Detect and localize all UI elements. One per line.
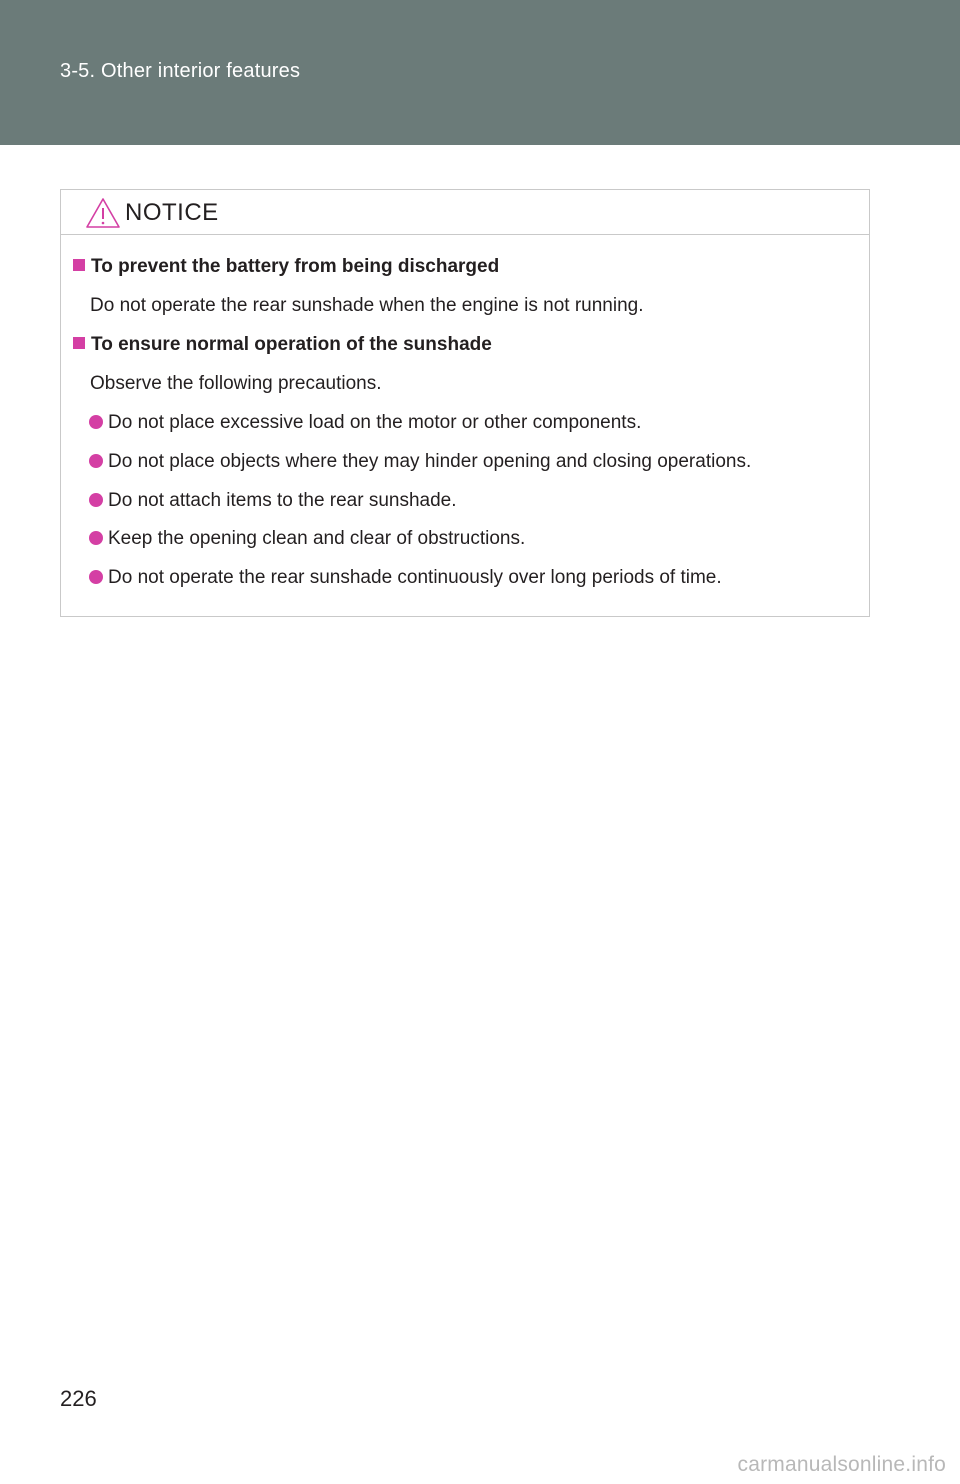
section-heading-sunshade: To ensure normal operation of the sunshade xyxy=(73,334,492,356)
precaution-item: Do not attach items to the rear sunshade. xyxy=(89,490,457,512)
square-bullet-icon xyxy=(73,337,85,349)
section-heading-battery: To prevent the battery from being discharged xyxy=(73,256,499,278)
round-bullet-icon xyxy=(89,493,103,507)
round-bullet-icon xyxy=(89,454,103,468)
precaution-item: Do not place excessive load on the motor or other components. xyxy=(89,412,641,434)
round-bullet-icon xyxy=(89,570,103,584)
round-bullet-icon xyxy=(89,415,103,429)
page-number: 226 xyxy=(60,1386,97,1411)
warning-triangle-icon xyxy=(85,197,121,229)
round-bullet-icon xyxy=(89,531,103,545)
section-text-battery: Do not operate the rear sunshade when the engine is not running. xyxy=(90,295,644,316)
notice-label: NOTICE xyxy=(125,199,219,226)
section-text-sunshade: Observe the following precautions. xyxy=(90,373,382,394)
precaution-item: Do not operate the rear sunshade continuously over long periods of time. xyxy=(89,567,722,589)
header-band xyxy=(0,0,960,145)
precaution-item: Keep the opening clean and clear of obstructions. xyxy=(89,528,525,550)
square-bullet-icon xyxy=(73,259,85,271)
notice-header xyxy=(61,190,869,235)
watermark: carmanualsonline.info xyxy=(737,1453,946,1476)
notice-box xyxy=(60,189,870,617)
section-title: 3-5. Other interior features xyxy=(60,60,301,82)
precaution-item: Do not place objects where they may hinder opening and closing operations. xyxy=(89,451,751,473)
